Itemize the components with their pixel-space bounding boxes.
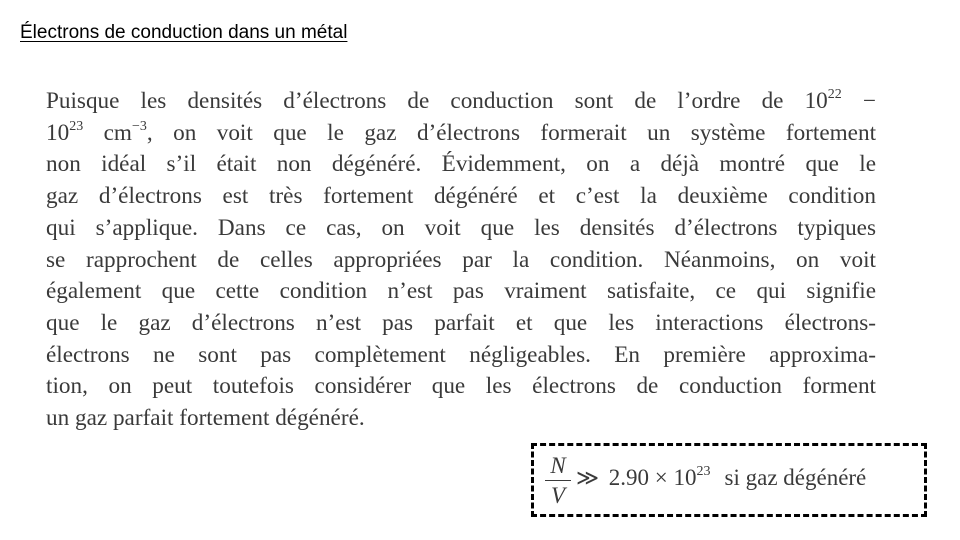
paragraph-line-6: se rapprochent de celles appropriées par la condition. Néanmoins, on voit (46, 246, 876, 273)
fraction-bar (545, 480, 571, 481)
density-fraction (545, 452, 571, 509)
body-paragraph (46, 86, 876, 435)
paragraph-line-3: non idéal s’il était non dégénéré. Évidemment, on a déjà montré que le (46, 151, 876, 178)
fraction-denominator: V (550, 483, 566, 508)
paragraph-line-11: un gaz parfait fortement dégénéré. (46, 405, 365, 432)
paragraph-line-1: Puisque les densités d’électrons de conduction sont de l’ordre de $10^{22}$ − (46, 87, 876, 114)
formula-inequality (576, 465, 866, 491)
much-greater-symbol: ≫ (576, 465, 600, 490)
formula-condition: si gaz dégénéré (724, 465, 867, 490)
paragraph-line-2: $10^{23}$ $cm^{-3}$, on voit que le gaz d’électrons formerait un système fortement (46, 118, 877, 146)
paragraph-line-10: tion, on peut toutefois considérer que les électrons de conduction forment (46, 373, 876, 400)
fraction-numerator: N (550, 453, 566, 478)
paragraph-line-4: gaz d’électrons est très fortement dégénéré et c’est la deuxième condition (46, 183, 876, 210)
paragraph-line-5: qui s’applique. Dans ce cas, on voit que les densités d’électrons typiques (46, 214, 876, 241)
paragraph-line-7: également que cette condition n’est pas vraiment satisfaite, ce qui signifie (46, 278, 876, 305)
formula-mantissa: 2.90 × 10 (608, 465, 697, 490)
degenerate-condition-formula-box (531, 443, 927, 517)
paragraph-line-9: électrons ne sont pas complètement négligeables. En première approxima- (46, 341, 876, 368)
formula-exponent: 23 (696, 464, 711, 479)
paragraph-line-8: que le gaz d’électrons n’est pas parfait et que les interactions électrons- (46, 309, 876, 336)
slide-title: Électrons de conduction dans un métal (20, 22, 348, 43)
